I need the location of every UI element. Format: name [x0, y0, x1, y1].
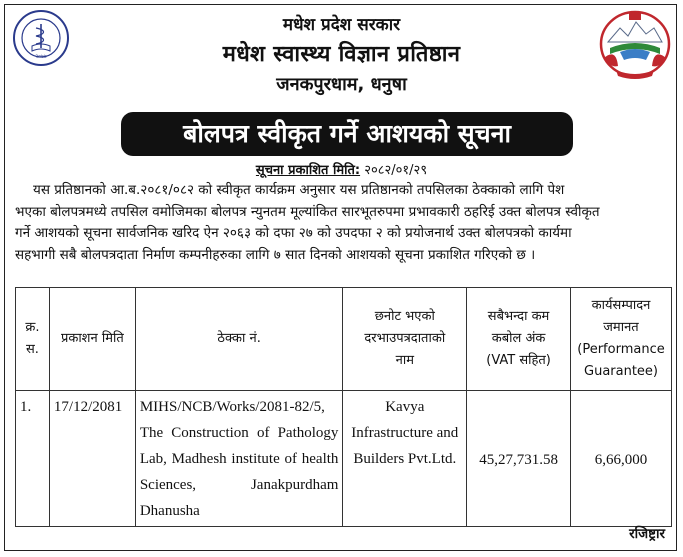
publish-date-value: २०८२/०१/२९: [364, 163, 428, 178]
cell-bidder: Kavya Infrastructure and Builders Pvt.Ltd.: [343, 391, 467, 527]
cell-date: 17/12/2081: [49, 391, 135, 527]
cell-amount: 45,27,731.58: [467, 391, 571, 527]
body-line: यस प्रतिष्ठानको आ.ब.२०८१/०८२ को स्वीकृत कार्यक्रम अनुसार यस प्रतिष्ठानको तपसिलका ठेक्काको लागि पेश: [33, 182, 565, 198]
header-contract: ठेक्का नं.: [135, 288, 343, 391]
award-table: [15, 287, 672, 527]
cell-sn: 1.: [16, 391, 50, 527]
body-line: गर्ने आशयको सूचना सार्वजनिक खरिद ऐन २०६३ को दफा २७ को उपदफा २ को प्रयोजनार्थ उक्त बोलपत्रको कार्यमा: [15, 225, 572, 241]
city-name: जनकपुरधाम, धनुषा: [276, 74, 407, 95]
header-sn: क्र. स.: [16, 288, 50, 391]
seal-year: २०७७: [35, 54, 47, 60]
table-row: [16, 391, 672, 527]
header-amount: सबैभन्दा कम कबोल अंक (VAT सहित): [467, 288, 571, 391]
body-line: सहभागी सबै बोलपत्रदाता निर्माण कम्पनीहरुका लागि ७ सात दिनको आशयको सूचना प्रकाशित गरिएको छ ।: [15, 246, 536, 263]
table-header-row: [16, 288, 672, 391]
header-date: प्रकाशन मिति: [49, 288, 135, 391]
registrar-signature: रजिष्ट्रार: [629, 526, 665, 542]
cell-guarantee: 6,66,000: [571, 391, 672, 527]
header-guarantee: कार्यसम्पादन जमानत (Performance Guarantee): [571, 288, 672, 391]
notice-body: [15, 180, 672, 266]
government-name: मधेश प्रदेश सरकार: [282, 15, 401, 35]
publish-date-label: सूचना प्रकाशित मिति:: [255, 163, 361, 178]
cell-contract: MIHS/NCB/Works/2081-82/5, The Construction of Pathology Lab, Madhesh institute of health Sciences, Janakpurdham Dhanusha: [135, 391, 343, 527]
institute-name: मधेश स्वास्थ्य विज्ञान प्रतिष्ठान: [222, 42, 461, 67]
header-bidder: छनोट भएको दरभाउपत्रदाताको नाम: [343, 288, 467, 391]
body-line: भएका बोलपत्रमध्ये तपसिल वमोजिमका बोलपत्र न्युनतम मूल्यांकित सारभूतरुपमा प्रभावकारी ठहरिई उक्त बोलपत्र स्वीकृत: [15, 203, 600, 220]
publish-date-line: [0, 160, 683, 178]
notice-title: बोलपत्र स्वीकृत गर्ने आशयको सूचना: [121, 112, 573, 156]
